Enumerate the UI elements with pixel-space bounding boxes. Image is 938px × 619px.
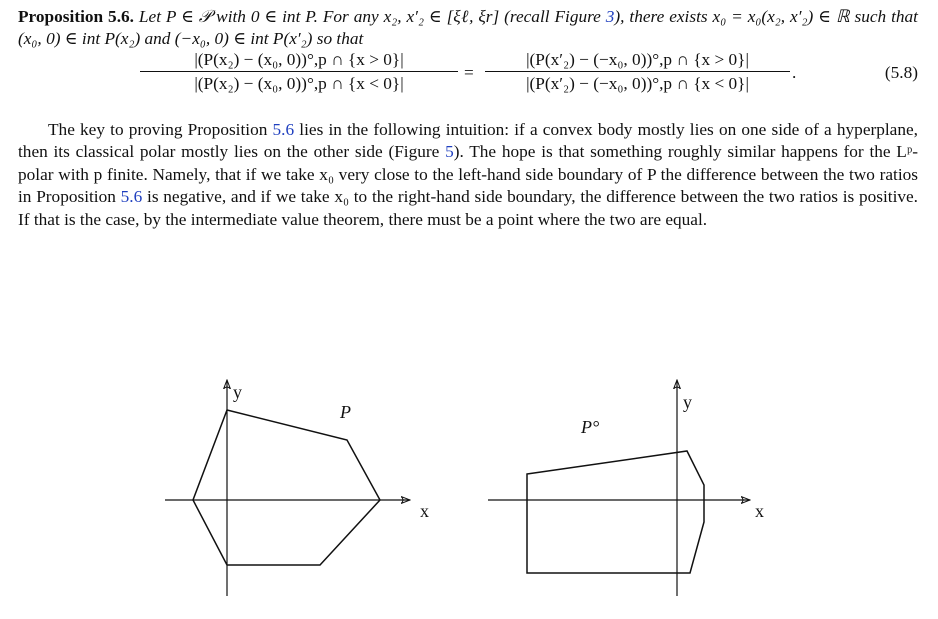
equation-number: (5.8) xyxy=(884,63,918,82)
convex-body-p xyxy=(193,410,380,565)
equals-sign: = xyxy=(464,63,474,82)
right-panel xyxy=(488,380,764,596)
paragraph-text-1: The key to proving Proposition xyxy=(48,120,273,139)
right-numerator: |(P(x′₂) − (−x₀, 0))°,p ∩ {x > 0}| xyxy=(526,50,749,69)
proposition-text-2: ), there exists x₀ = x₀(x₂, x′₂) ∈ ℝ such that (x₀, 0) ∈ int P(x₂) and (−x₀, 0) ∈ int P(x′₂) so that xyxy=(18,7,918,48)
left-x-label: x xyxy=(420,501,429,521)
right-denominator: |(P(x′₂) − (−x₀, 0))°,p ∩ {x < 0}| xyxy=(526,74,749,93)
proposition-5-6-link-2[interactable]: 5.6 xyxy=(120,187,143,207)
polar-p-label: P° xyxy=(581,417,600,437)
left-denominator: |(P(x₂) − (x₀, 0))°,p ∩ {x < 0}| xyxy=(194,74,404,93)
figure-3-link[interactable]: 3 xyxy=(605,7,615,26)
proposition-label: Proposition 5.6. xyxy=(18,7,134,26)
equation-period: . xyxy=(792,63,797,82)
proposition-5-6-link-1[interactable]: 5.6 xyxy=(272,120,295,139)
paragraph-text-3: ). The hope is that something roughly similar happens for the Lᵖ-polar with p finite. Namely, that if we take x₀ very close to the left-hand side boundary of P the difference between the two ratios in Proposition xyxy=(18,142,918,207)
figure-5-link[interactable]: 5 xyxy=(445,142,454,162)
left-panel xyxy=(165,380,429,596)
body-p-label: P xyxy=(340,402,351,422)
paragraph-text-4: is negative, and if we take x₀ to the right-hand side boundary, the difference between the two ratios is positive. If that is the case, by the intermediate value theorem, there must be a point where the two are equal. xyxy=(18,187,919,229)
right-y-label: y xyxy=(683,392,692,412)
left-numerator: |(P(x₂) − (x₀, 0))°,p ∩ {x > 0}| xyxy=(194,50,404,69)
left-y-label: y xyxy=(233,382,242,402)
right-x-label: x xyxy=(755,501,764,521)
paragraph-text-2: lies in the following intuition: if a convex body mostly lies on one side of a hyperplane, then its classical polar mostly lies on the other side (Figure xyxy=(18,120,918,162)
proposition-text-1: Let P ∈ 𝒫 with 0 ∈ int P. For any x₂, x′₂ ∈ [ξℓ, ξr] (recall Figure xyxy=(138,7,606,26)
